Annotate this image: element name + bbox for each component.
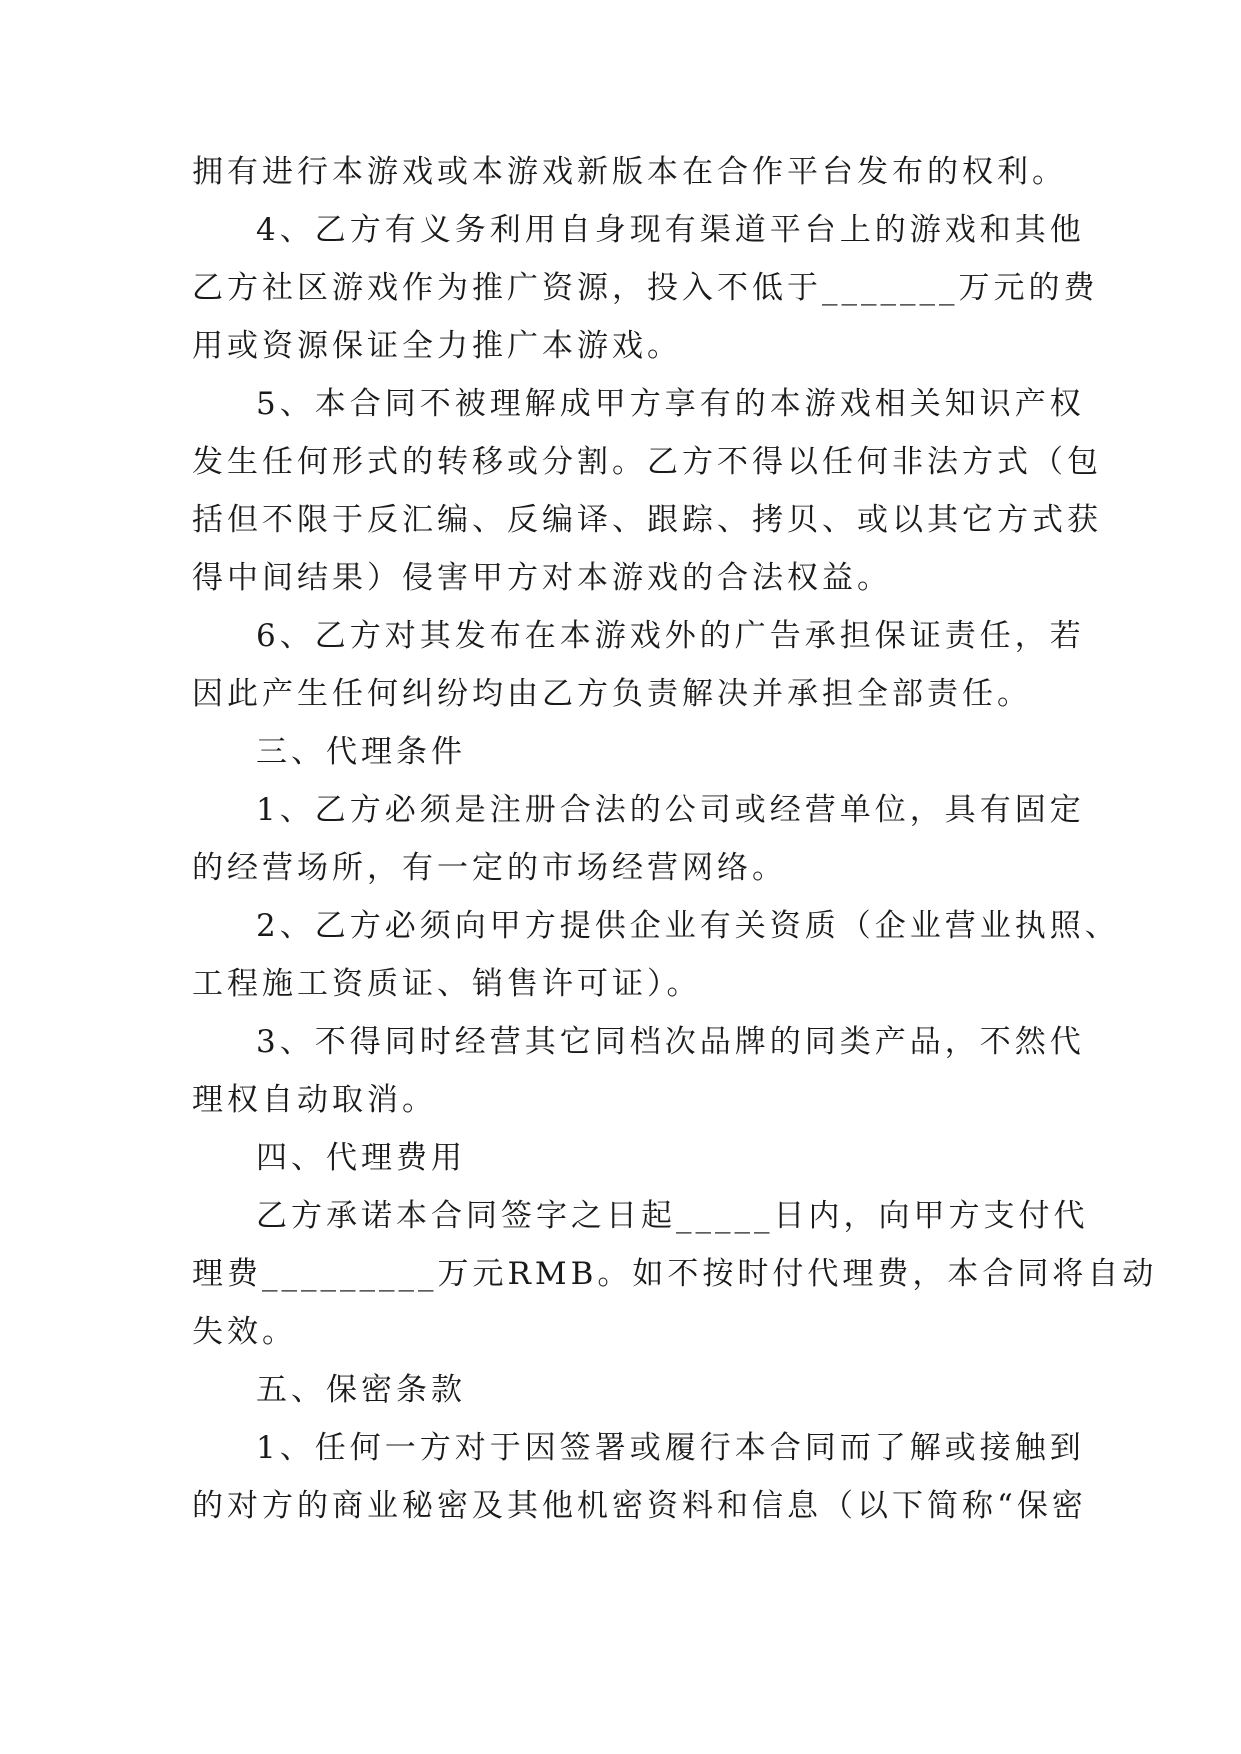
text-line: 4、乙方有义务利用自身现有渠道平台上的游戏和其他 [256,212,1085,248]
text-line: 因此产生任何纠纷均由乙方负责解决并承担全部责任。 [192,676,1032,712]
text-line: 括但不限于反汇编、反编译、跟踪、拷贝、或以其它方式获 [192,502,1102,538]
section-heading: 四、代理费用 [256,1140,466,1176]
text-line: 理费_________万元RMB。如不按时付代理费，本合同将自动 [192,1256,1158,1292]
text-line: 5、本合同不被理解成甲方享有的本游戏相关知识产权 [256,386,1085,422]
text-line: 3、不得同时经营其它同档次品牌的同类产品，不然代 [256,1024,1085,1060]
text-line: 得中间结果）侵害甲方对本游戏的合法权益。 [192,560,892,596]
text-line: 的经营场所，有一定的市场经营网络。 [192,850,787,886]
text-line: 发生任何形式的转移或分割。乙方不得以任何非法方式（包 [192,444,1102,480]
section-heading: 五、保密条款 [256,1372,466,1408]
text-line: 乙方社区游戏作为推广资源，投入不低于_______万元的费 [192,270,1099,306]
text-line: 理权自动取消。 [192,1082,437,1118]
text-line: 1、任何一方对于因签署或履行本合同而了解或接触到 [256,1430,1085,1466]
text-line: 用或资源保证全力推广本游戏。 [192,328,682,364]
section-heading: 三、代理条件 [256,734,466,770]
text-line: 的对方的商业秘密及其他机密资料和信息（以下简称“保密 [192,1488,1087,1524]
text-line: 乙方承诺本合同签字之日起_____日内，向甲方支付代 [256,1198,1089,1234]
text-line: 2、乙方必须向甲方提供企业有关资质（企业营业执照、 [256,908,1120,944]
text-line: 6、乙方对其发布在本游戏外的广告承担保证责任，若 [256,618,1085,654]
text-line: 失效。 [192,1314,297,1350]
text-line: 拥有进行本游戏或本游戏新版本在合作平台发布的权利。 [192,154,1067,190]
text-line: 工程施工资质证、销售许可证）。 [192,966,702,1002]
text-line: 1、乙方必须是注册合法的公司或经营单位，具有固定 [256,792,1085,828]
